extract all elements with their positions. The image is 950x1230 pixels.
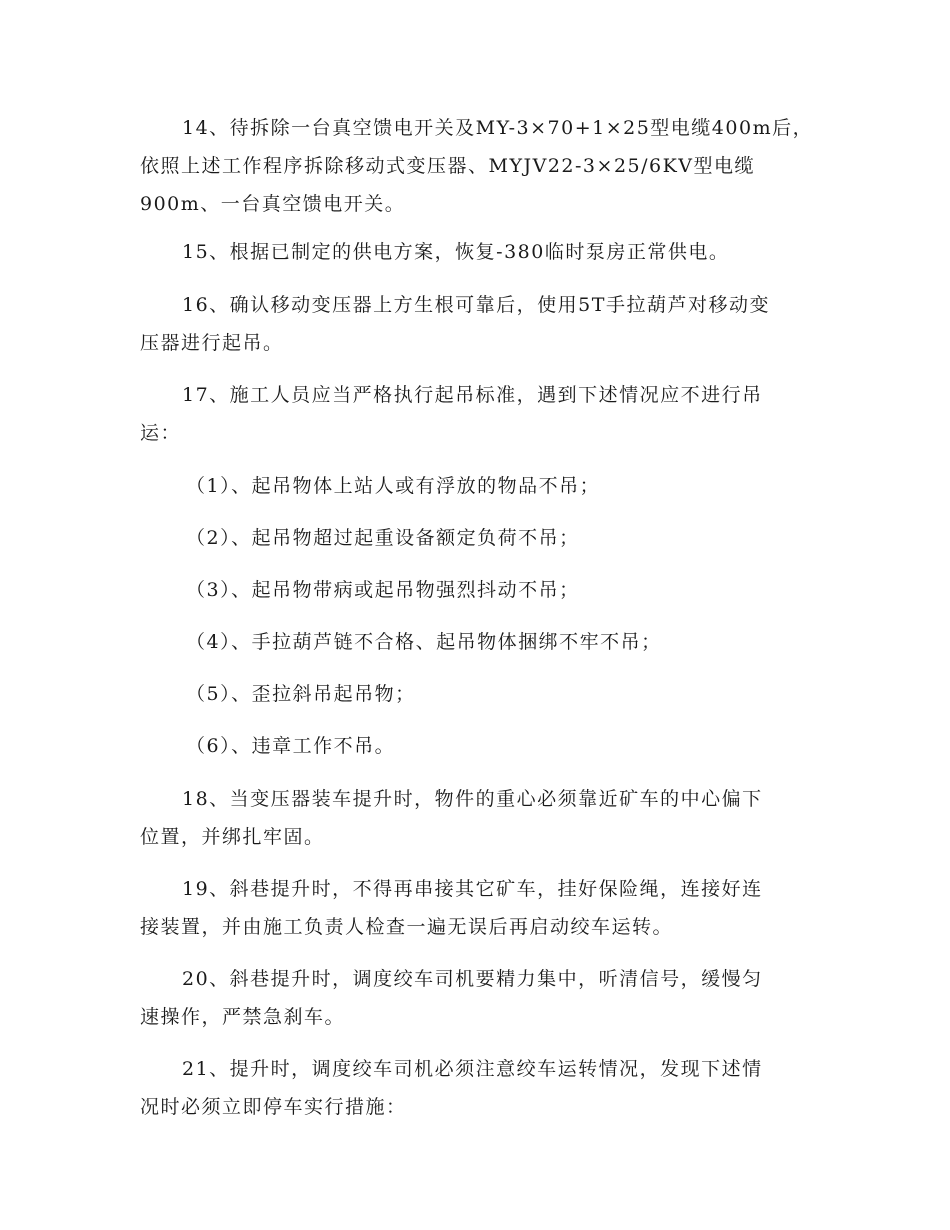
- list-item-1: （1）、起吊物体上站人或有浮放的物品不吊；: [186, 475, 601, 497]
- paragraph-line: 接装置，并由施工负责人检查一遍无误后再启动绞车运转。: [140, 916, 674, 938]
- paragraph-line: 15、根据已制定的供电方案，恢复-380临时泵房正常供电。: [182, 241, 730, 263]
- paragraph-line: 况时必须立即停车实行措施：: [140, 1096, 407, 1118]
- paragraph-20: [140, 960, 820, 1036]
- paragraph-line: 14、待拆除一台真空馈电开关及MY-3×70+1×25型电缆400m后，: [182, 117, 814, 139]
- paragraph-17: [140, 376, 820, 452]
- paragraph-line: 压器进行起吊。: [140, 332, 284, 354]
- paragraph-14: [140, 109, 820, 223]
- list-item-5: （5）、歪拉斜吊起吊物；: [186, 683, 416, 705]
- paragraph-line: 18、当变压器装车提升时，物件的重心必须靠近矿车的中心偏下: [182, 788, 763, 810]
- paragraph-line: 位置，并绑扎牢固。: [140, 826, 325, 848]
- paragraph-line: 17、施工人员应当严格执行起吊标准，遇到下述情况应不进行吊: [182, 384, 763, 406]
- paragraph-line: 16、确认移动变压器上方生根可靠后，使用5T手拉葫芦对移动变: [182, 294, 770, 316]
- paragraph-line: 依照上述工作程序拆除移动式变压器、MYJV22-3×25/6KV型电缆: [140, 155, 756, 177]
- paragraph-21: [140, 1050, 820, 1126]
- paragraph-16: [140, 286, 820, 362]
- paragraph-line: 900m、一台真空馈电开关。: [140, 193, 406, 215]
- list-item-4: （4）、手拉葫芦链不合格、起吊物体捆绑不牢不吊；: [186, 631, 662, 653]
- paragraph-line: 21、提升时，调度绞车司机必须注意绞车运转情况，发现下述情: [182, 1058, 763, 1080]
- list-item-2: （2）、起吊物超过起重设备额定负荷不吊；: [186, 527, 580, 549]
- paragraph-18: [140, 780, 820, 856]
- paragraph-line: 19、斜巷提升时，不得再串接其它矿车，挂好保险绳，连接好连: [182, 878, 763, 900]
- list-item-6: （6）、违章工作不吊。: [186, 735, 396, 757]
- paragraph-19: [140, 870, 820, 946]
- list-item-3: （3）、起吊物带病或起吊物强烈抖动不吊；: [186, 579, 580, 601]
- paragraph-line: 运：: [140, 422, 182, 444]
- paragraph-line: 20、斜巷提升时，调度绞车司机要精力集中，听清信号，缓慢匀: [182, 968, 763, 990]
- paragraph-15: [140, 233, 820, 271]
- paragraph-line: 速操作，严禁急刹车。: [140, 1006, 346, 1028]
